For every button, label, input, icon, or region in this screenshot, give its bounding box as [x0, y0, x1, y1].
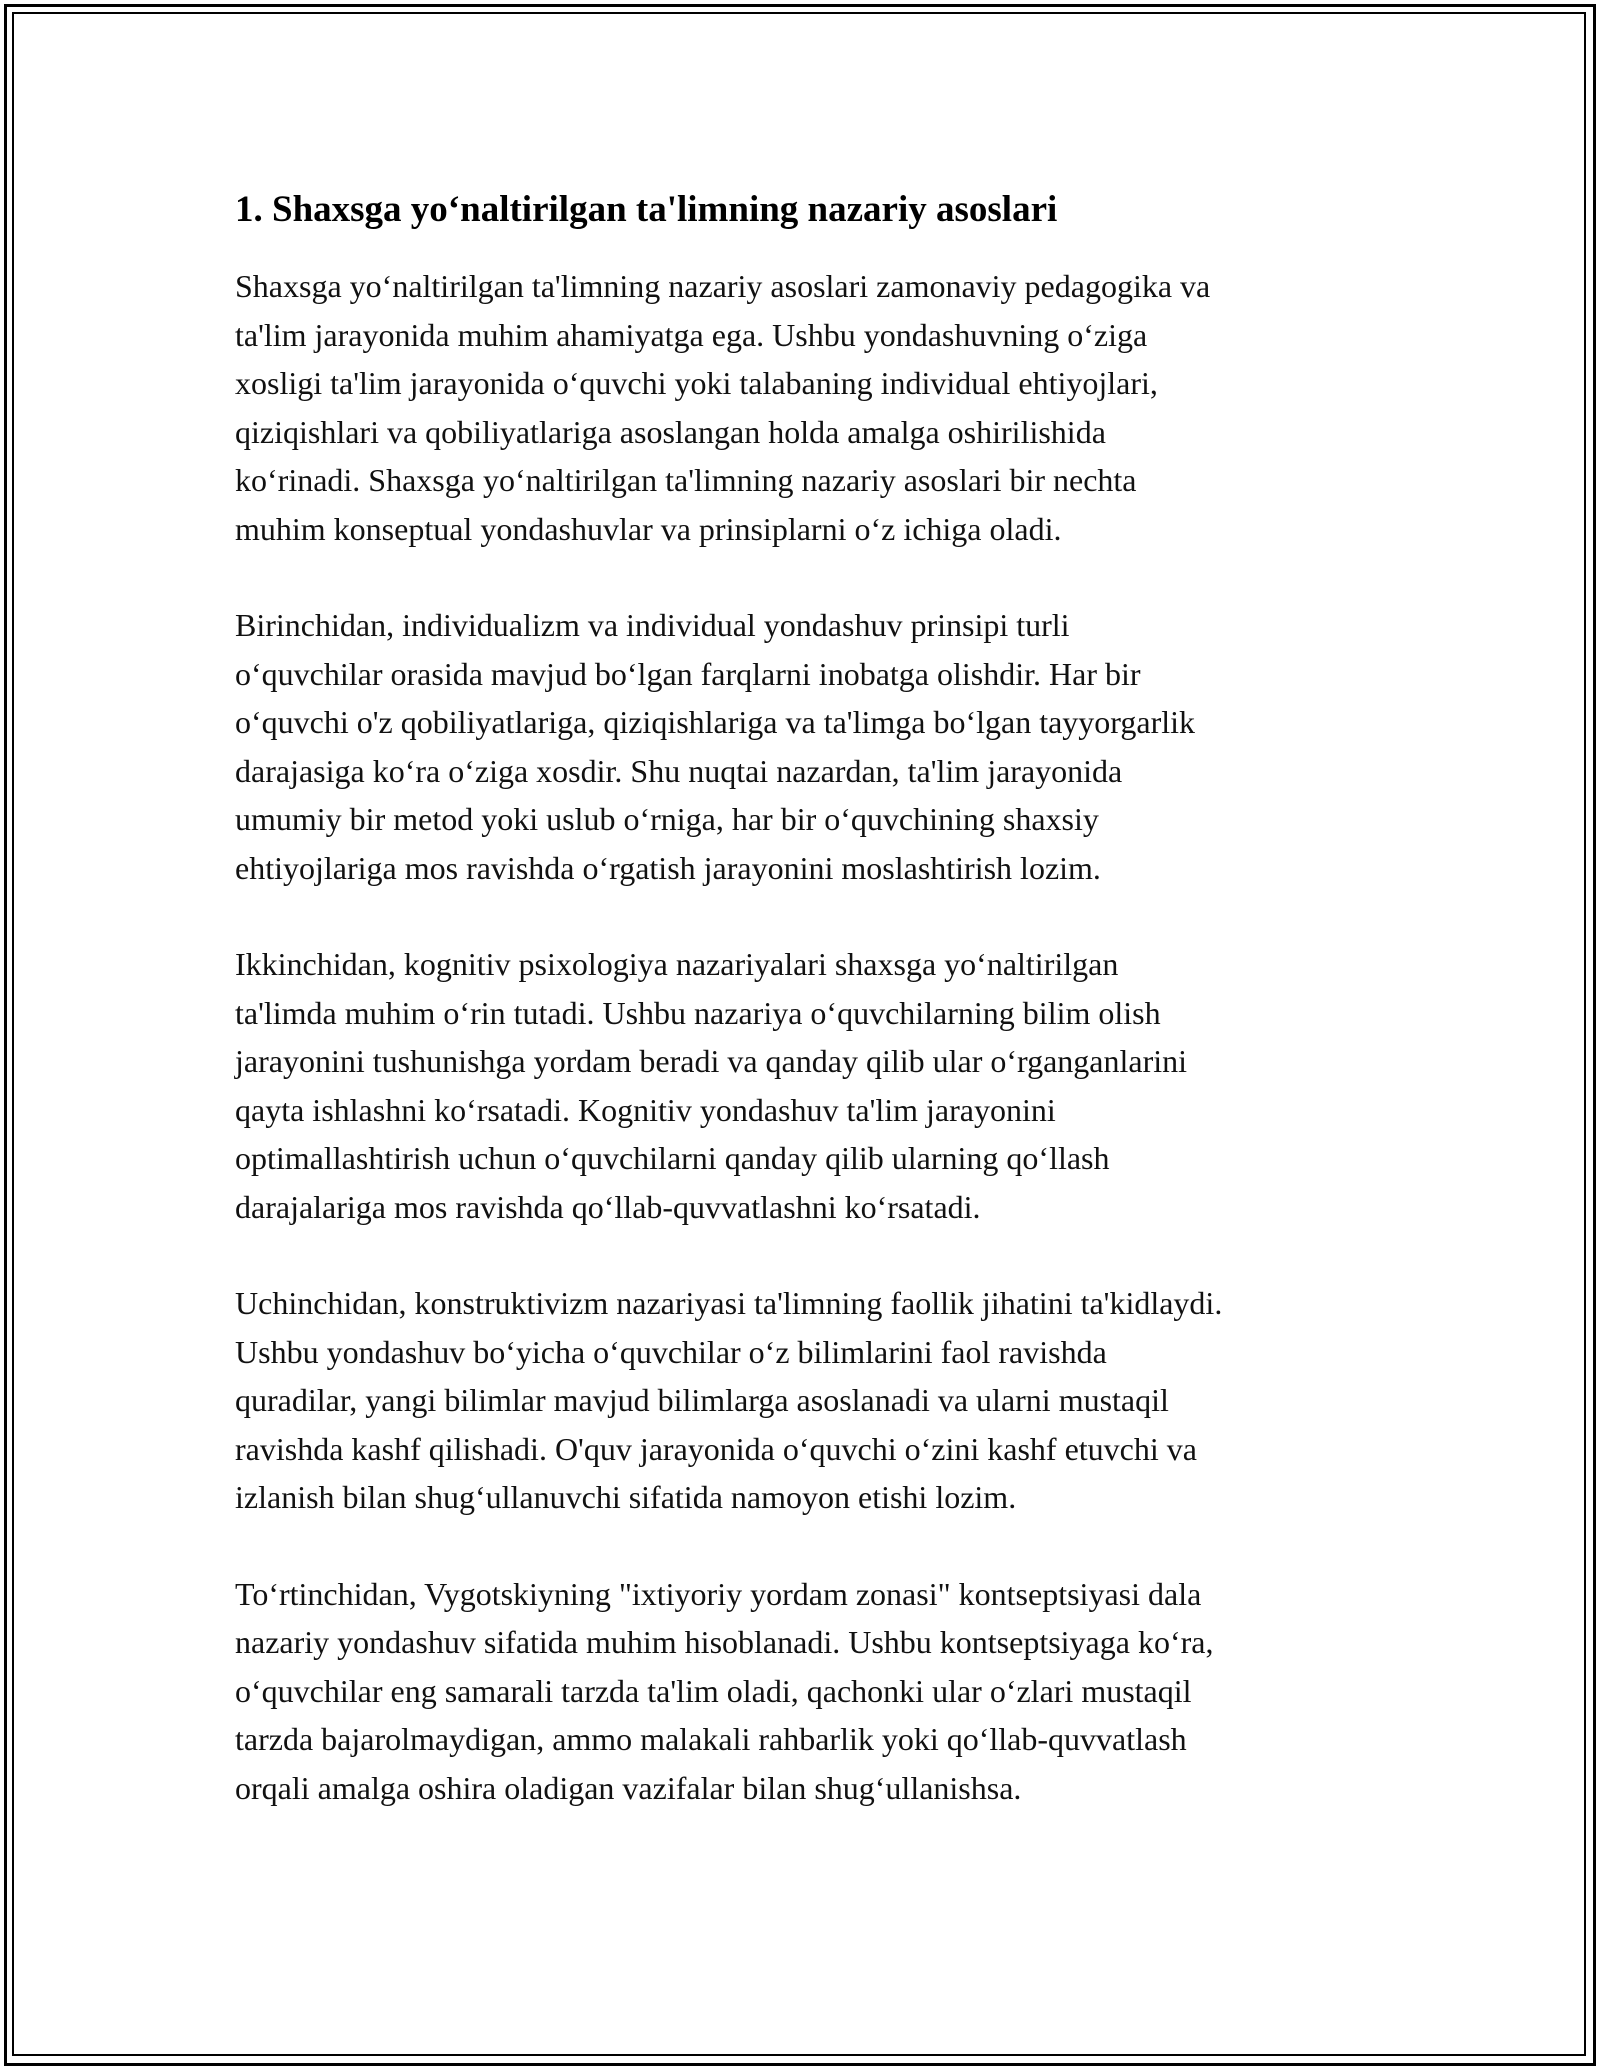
- paragraph-second: Ikkinchidan, kognitiv psixologiya nazariyalari shaxsga yo‘naltirilgan ta'limda muhim o‘rin tutadi. Ushbu nazariya o‘quvchilarning bilim olish jarayonini tushunishga yordam beradi va qanday qilib ular o‘rganganlarini qayta ishlashni ko‘rsatadi. Kognitiv yondashuv ta'lim jarayonini optimallashtirish uchun o‘quvchilarni qanday qilib ularning qo‘llash darajalariga mos ravishda qo‘llab-quvvatlashni ko‘rsatadi.: [235, 946, 1188, 1225]
- paragraph-first: Birinchidan, individualizm va individual yondashuv prinsipi turli o‘quvchilar orasida mavjud bo‘lgan farqlarni inobatga olishdir. Har bir o‘quvchi o'z qobiliyatlariga, qiziqishlariga va ta'limga bo‘lgan tayyorgarlik darajasiga ko‘ra o‘ziga xosdir. Shu nuqtai nazardan, ta'lim jarayonida umumiy bir metod yoki uslub o‘rniga, har bir o‘quvchining shaxsiy ehtiyojlariga mos ravishda o‘rgatish jarayonini moslashtirish lozim.: [235, 607, 1195, 886]
- paragraph-fourth: To‘rtinchidan, Vygotskiyning "ixtiyoriy yordam zonasi" kontseptsiyasi dala nazariy yondashuv sifatida muhim hisoblanadi. Ushbu kontseptsiyaga ko‘ra, o‘quvchilar eng samarali tarzda ta'lim oladi, qachonki ular o‘zlari mustaqil tarzda bajarolmaydigan, ammo malakali rahbarlik yoki qo‘llab-quvvatlash orqali amalga oshira oladigan vazifalar bilan shug‘ullanishsa.: [235, 1575, 1214, 1806]
- paragraph-third: Uchinchidan, konstruktivizm nazariyasi ta'limning faollik jihatini ta'kidlaydi. Ushbu yondashuv bo‘yicha o‘quvchilar o‘z bilimlarini faol ravishda quradilar, yangi bilimlar mavjud bilimlarga asoslanadi va ularni mustaqil ravishda kashf qilishadi. O'quv jarayonida o‘quvchi o‘zini kashf etuvchi va izlanish bilan shug‘ullanuvchi sifatida namoyon etishi lozim.: [235, 1285, 1223, 1515]
- paragraph-intro: Shaxsga yo‘naltirilgan ta'limning nazariy asoslari zamonaviy pedagogika va ta'lim jarayonida muhim ahamiyatga ega. Ushbu yondashuvning o‘ziga xosligi ta'lim jarayonida o‘quvchi yoki talabaning individual ehtiyojlari, qiziqishlari va qobiliyatlariga asoslangan holda amalga oshirilishida ko‘rinadi. Shaxsga yo‘naltirilgan ta'limning nazariy asoslari bir nechta muhim konseptual yondashuvlar va prinsiplarni o‘z ichiga oladi.: [235, 268, 1211, 547]
- document-body: [235, 186, 1380, 1860]
- section-heading: 1. Shaxsga yo‘naltirilgan ta'limning nazariy asoslari: [235, 189, 1058, 230]
